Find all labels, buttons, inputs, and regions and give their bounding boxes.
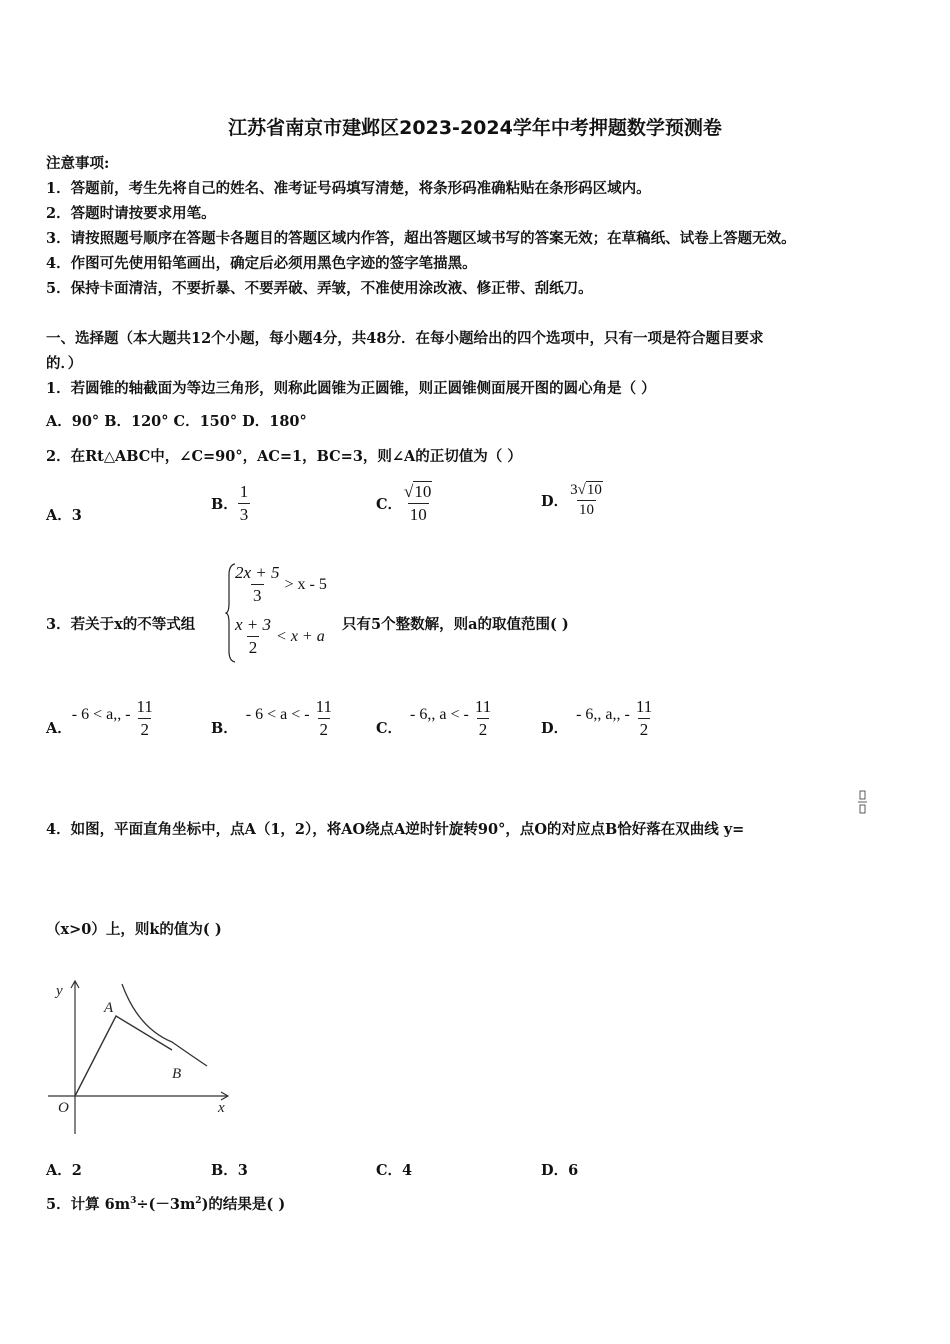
numerator: 2x + 5 — [235, 563, 280, 582]
fraction — [233, 563, 282, 606]
exponent: 3 — [130, 1196, 137, 1207]
question-4-stem-continued: （x>0）上，则k的值为( ) — [46, 921, 222, 938]
numerator: 11 — [136, 697, 153, 716]
option-value: 3 — [71, 507, 82, 524]
option-a[interactable] — [46, 504, 82, 525]
numerator: 3√10 — [570, 482, 602, 498]
point-a-label: A — [104, 1000, 114, 1016]
option-c[interactable] — [376, 482, 434, 525]
option-d[interactable] — [541, 697, 654, 740]
option-expression: - 6,, a,, - — [576, 706, 630, 723]
stem-part: ÷(－3m — [136, 1196, 196, 1213]
inequality-rest: > x - 5 — [284, 575, 327, 593]
question-2-stem: 2．在Rt△ABC中，∠C=90°，AC=1，BC=3，则∠A的正切值为（ ） — [46, 448, 522, 465]
option-value: 2 — [71, 1162, 82, 1179]
option-label: A． — [46, 720, 72, 737]
option-label: D． — [541, 1162, 569, 1179]
notice-item: 4．作图可先使用铅笔画出，确定后必须用黑色字迹的签字笔描黑。 — [46, 255, 477, 272]
notice-item: 3．请按照题号顺序在答题卡各题目的答题区域内作答，超出答题区域书写的答案无效；在草稿纸、试卷上答题无效。 — [46, 230, 796, 247]
option-c[interactable] — [376, 1159, 412, 1180]
denominator: 3 — [239, 505, 249, 524]
numerator: √10 — [404, 482, 432, 501]
fraction — [238, 482, 251, 525]
numerator: 11 — [315, 697, 332, 716]
numerator: x + 3 — [235, 615, 272, 634]
option-label: A． — [46, 1162, 72, 1179]
option-a[interactable] — [46, 1159, 82, 1180]
y-axis-label: y — [56, 983, 63, 999]
stem-part: 5．计算 6m — [46, 1196, 131, 1213]
option-label: B． — [211, 496, 238, 513]
question-4-stem: 4．如图，平面直角坐标中，点A（1，2），将AO绕点A逆时针旋转90°，点O的对应点B恰好落在双曲线 y= — [46, 821, 745, 838]
option-b[interactable] — [211, 482, 250, 525]
section-heading-line2: 的．） — [46, 355, 83, 372]
question-3-stem-pre: 3．若关于x的不等式组 — [46, 616, 196, 633]
origin-label: O — [58, 1100, 69, 1116]
numerator: 11 — [474, 697, 492, 716]
denominator: 2 — [248, 638, 258, 657]
question-1-stem: 1．若圆锥的轴截面为等边三角形，则称此圆锥为正圆锥，则正圆锥侧面展开图的圆心角是（ ） — [46, 380, 656, 397]
exponent: 2 — [195, 1196, 202, 1207]
x-axis-label: x — [218, 1100, 225, 1116]
option-label: D． — [541, 720, 569, 737]
option-b[interactable] — [211, 697, 334, 740]
denominator: 10 — [578, 502, 594, 518]
option-label: C． — [376, 1162, 403, 1179]
denominator: 2 — [639, 720, 649, 739]
radicand: 10 — [414, 482, 432, 501]
option-expression: - 6 < a,, - — [71, 706, 131, 723]
fraction — [233, 615, 273, 658]
option-label: C． — [376, 720, 403, 737]
coefficient: 3 — [570, 482, 578, 498]
question-5-stem — [46, 1193, 285, 1214]
fraction — [402, 482, 434, 525]
fraction — [568, 482, 605, 519]
fraction — [473, 697, 493, 740]
missing-fraction-icon — [858, 789, 868, 815]
denominator: 2 — [319, 720, 329, 739]
coordinate-figure — [42, 978, 234, 1138]
numerator: 11 — [635, 697, 653, 716]
option-expression: - 6,, a < - — [410, 706, 469, 723]
inequality-rest: < x + a — [276, 627, 325, 645]
question-3-stem-post: 只有5个整数解，则a的取值范围( ) — [342, 616, 569, 633]
point-b-label: B — [172, 1066, 182, 1082]
option-d[interactable] — [541, 482, 605, 519]
radicand: 10 — [586, 482, 602, 498]
option-value: 6 — [568, 1162, 579, 1179]
option-d[interactable] — [541, 1159, 578, 1180]
notice-item: 5．保持卡面清洁，不要折暴、不要弄破、弄皱，不准使用涂改液、修正带、刮纸刀。 — [46, 280, 593, 297]
stem-part: )的结果是( ) — [201, 1196, 286, 1213]
option-label: D． — [541, 493, 569, 510]
option-label: B． — [211, 720, 238, 737]
option-label: A． — [46, 507, 72, 524]
page-title: 江苏省南京市建邺区2023-2024学年中考押题数学预测卷 — [228, 117, 722, 139]
denominator: 10 — [409, 505, 427, 524]
hyperbola-curve — [122, 984, 207, 1066]
denominator: 2 — [140, 720, 149, 739]
denominator: 2 — [478, 720, 488, 739]
numerator: 1 — [239, 482, 249, 501]
option-c[interactable] — [376, 697, 493, 740]
option-value: 4 — [402, 1162, 413, 1179]
inequality-2 — [233, 615, 325, 658]
notice-item: 2．答题时请按要求用笔。 — [46, 205, 216, 222]
section-heading-line1: 一、选择题（本大题共12个小题，每小题4分，共48分．在每小题给出的四个选项中，只有一项是符合题目要求 — [46, 330, 764, 347]
notice-heading: 注意事项: — [46, 155, 110, 172]
option-label: C． — [376, 496, 403, 513]
option-expression: - 6 < a < - — [245, 706, 310, 723]
fraction — [634, 697, 654, 740]
fraction — [135, 697, 155, 740]
question-1-options: A．90° B．120° C．150° D．180° — [46, 413, 307, 430]
inequality-1 — [233, 563, 327, 606]
option-label: B． — [211, 1162, 238, 1179]
option-a[interactable] — [46, 697, 155, 740]
segment-oab — [75, 1016, 172, 1096]
denominator: 3 — [253, 586, 262, 605]
notice-item: 1．答题前，考生先将自己的姓名、准考证号码填写清楚，将条形码准确粘贴在条形码区域内。 — [46, 180, 651, 197]
option-b[interactable] — [211, 1159, 248, 1180]
fraction — [314, 697, 334, 740]
option-value: 3 — [237, 1162, 248, 1179]
